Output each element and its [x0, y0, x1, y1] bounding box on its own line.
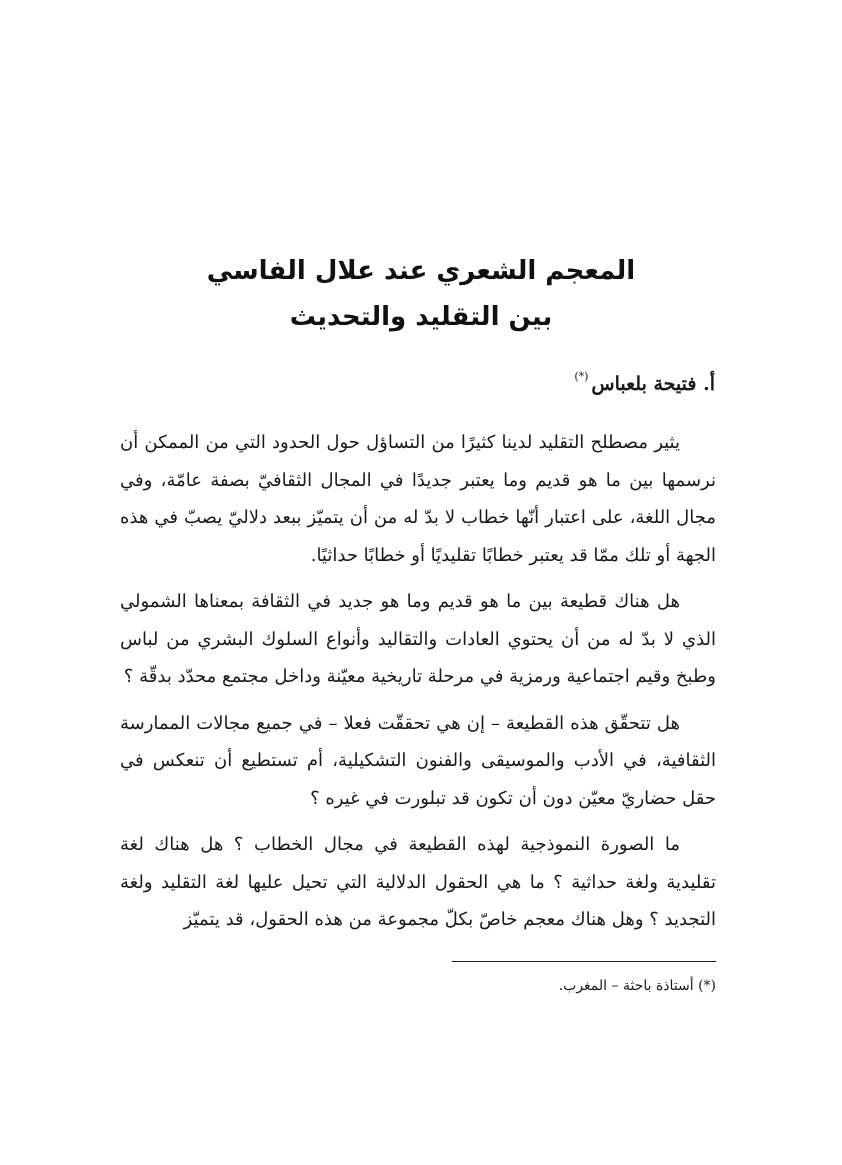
- paragraph-3: هل تتحقّق هذه القطيعة – إن هي تحققّت فعلا – في جميع مجالات الممارسة الثقافية، في الأدب والموسيقى والفنون التشكيلية، أم تستطيع أن تنعكس في حقل حضاريّ معيّن دون أن تكون قد تبلورت في غيره ؟: [120, 712, 716, 809]
- paragraph-1: يثير مصطلح التقليد لدينا كثيرًا من التساؤل حول الحدود التي من الممكن أن نرسمها بين ما هو قديم وما يعتبر جديدًا في المجال الثقافيّ بصفة عامّة، وفي مجال اللغة، على اعتبار أنّها خطاب لا بدّ له من أن يتميّز ببعد دلاليّ يصبّ في هذه الجهة أو تلك ممّا قد يعتبر خطابًا تقليديًا أو خطابًا حداثيًا.: [120, 432, 716, 566]
- title-line-2: بين التقليد والتحديث: [289, 302, 553, 332]
- paragraph-4: ما الصورة النموذجية لهذه القطيعة في مجال الخطاب ؟ هل هناك لغة تقليدية ولغة حداثية ؟ ما هي الحقول الدلالية التي تحيل عليها لغة التقليد ولغة التجديد ؟ وهل هناك معجم خاصّ بكلّ مجموعة من هذه الحقول، قد يتميّز: [120, 834, 716, 930]
- article-body: [120, 424, 716, 948]
- author-line: [574, 362, 715, 399]
- author-footnote-marker: (*): [574, 370, 589, 383]
- footnote-divider: [452, 961, 716, 962]
- paragraph-2: هل هناك قطيعة بين ما هو قديم وما هو جديد في الثقافة بمعناها الشمولي الذي لا بدّ له من أن يحتوي العادات والتقاليد وأنواع السلوك البشري من لباس وطبخ وقيم اجتماعية ورمزية في مرحلة تاريخية معيّنة وداخل مجتمع محدّد بدقّة ؟: [120, 591, 716, 687]
- article-title: [0, 248, 842, 340]
- title-line-1: المعجم الشعري عند علال الفاسي: [206, 256, 636, 286]
- footnote: (*) أستاذة باحثة – المغرب.: [558, 978, 716, 994]
- author-name: أ. فتيحة بلعباس: [591, 373, 715, 395]
